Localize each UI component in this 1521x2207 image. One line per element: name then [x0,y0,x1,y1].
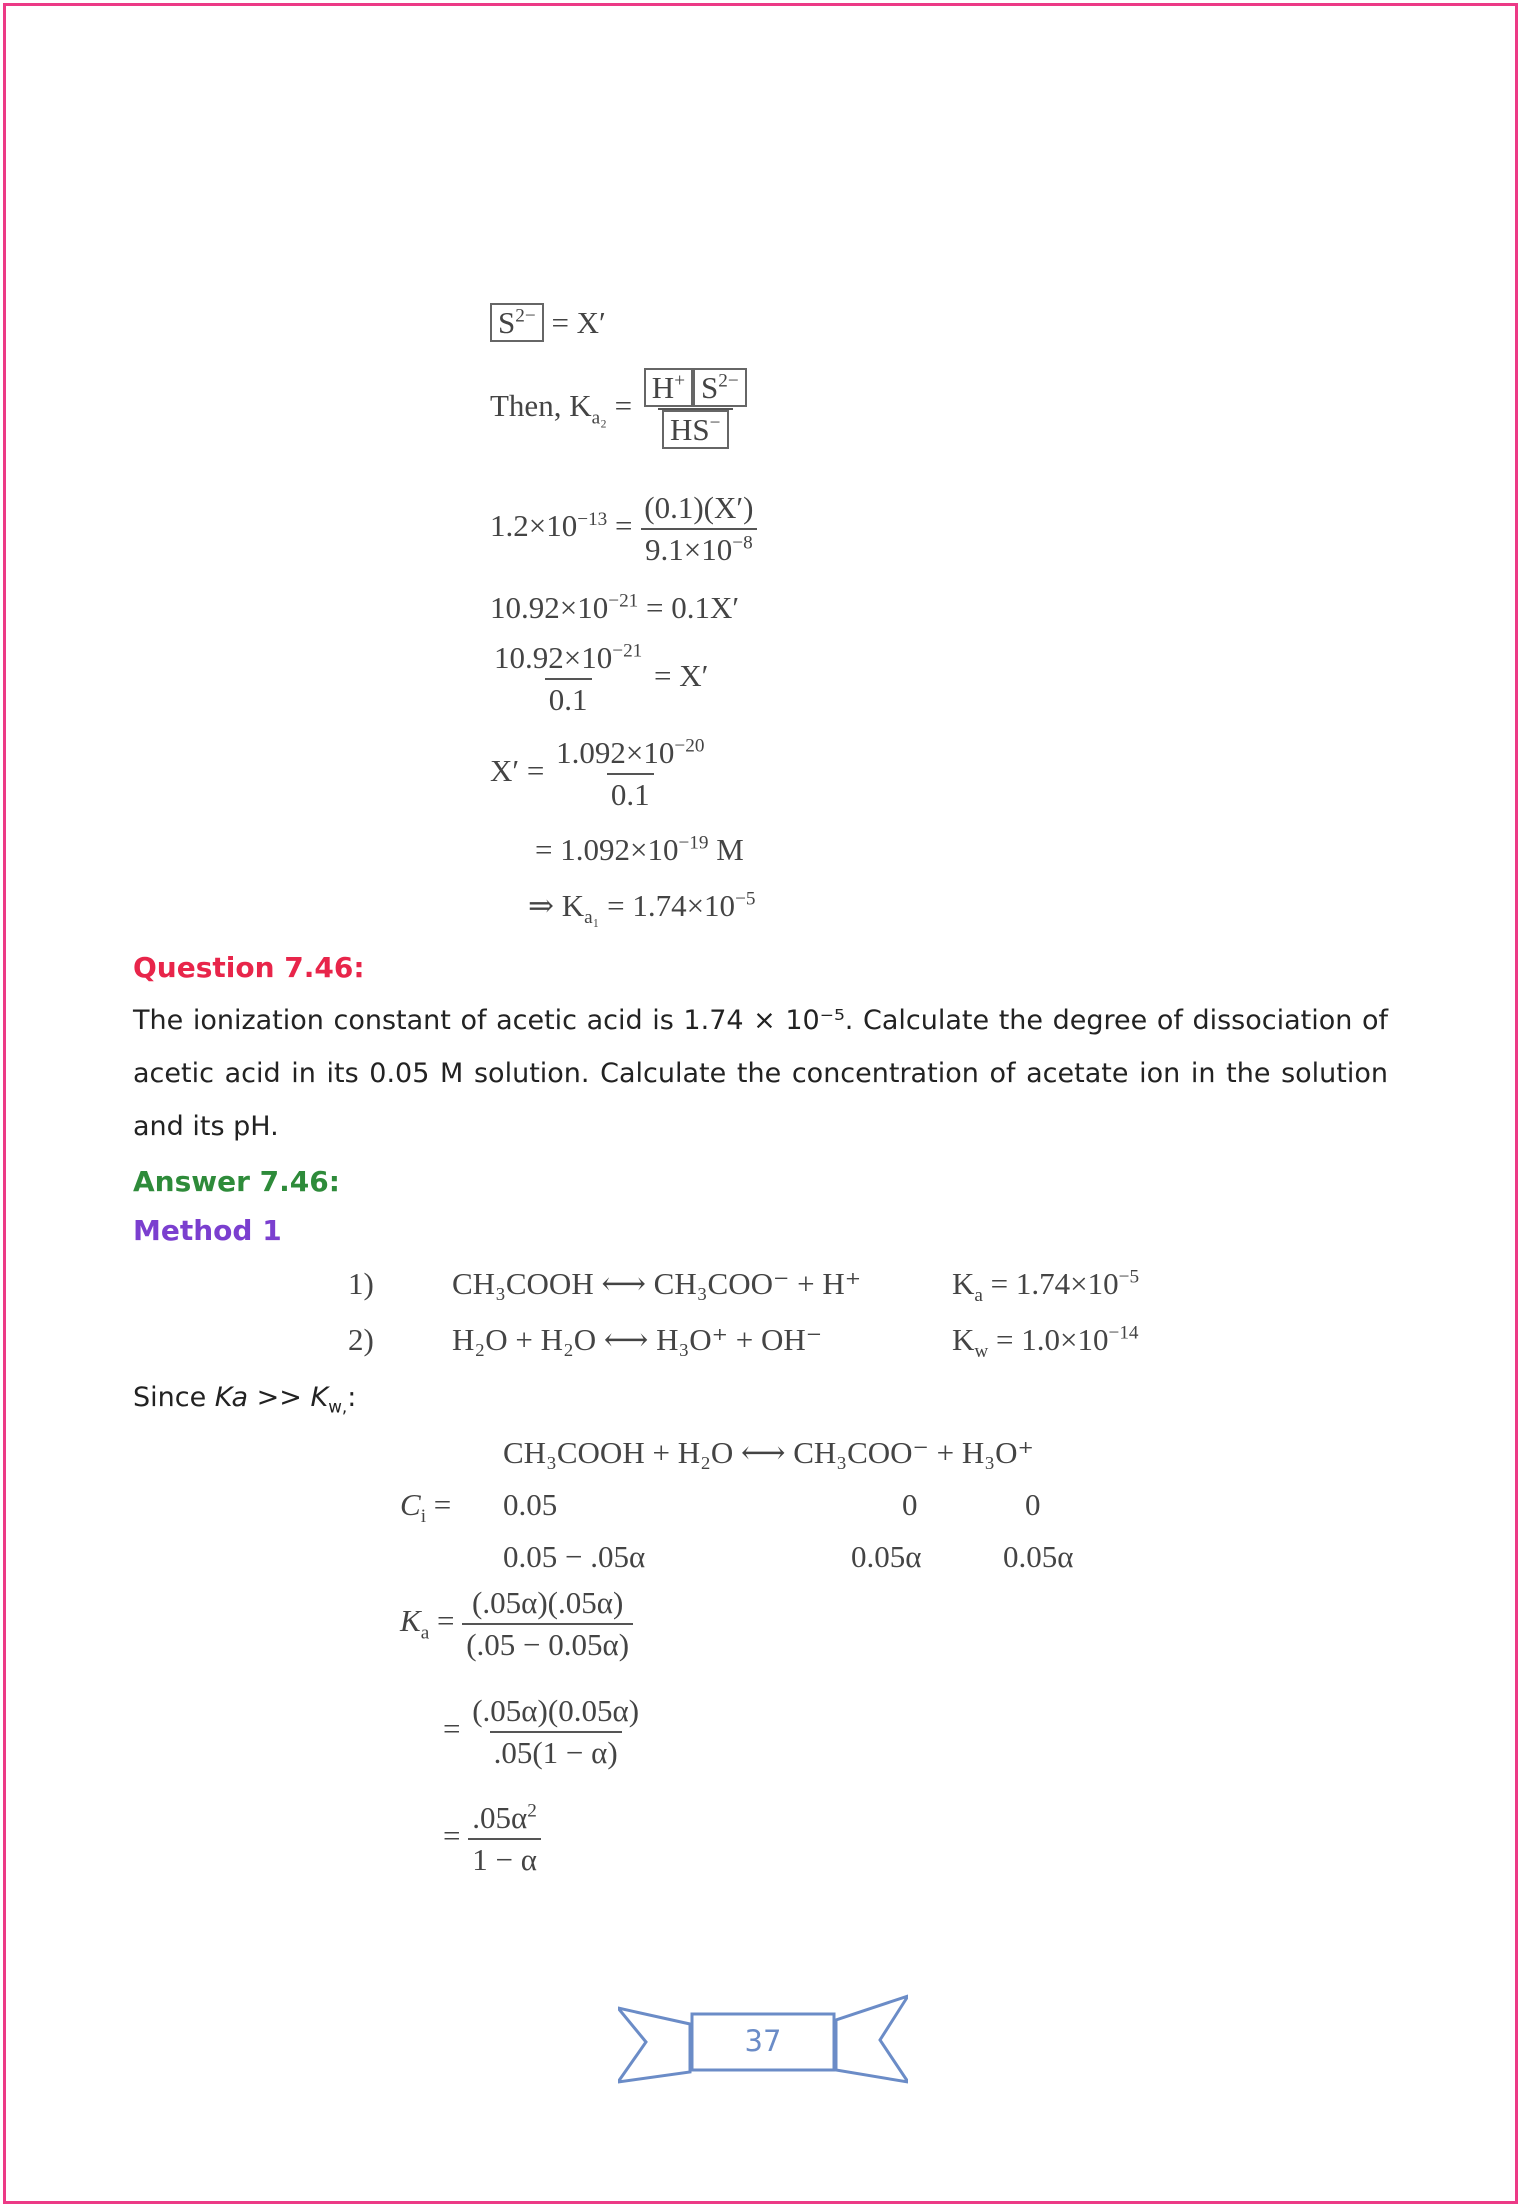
answer-heading: Answer 7.46: [133,1165,340,1198]
page-number: 37 [744,2023,782,2058]
ka-step-1: $K_a$ = $\frac{(.05\alpha)(.05\alpha)}{(.05 - 0.05\alpha)}$ [400,1585,633,1663]
eq-s2-conc: $S^{2-} = X'$ [490,305,606,341]
question-text: The ionization constant of acetic acid is 1.74 × 10⁻⁵. Calculate the degree of dissociation of acetic acid in its 0.05 M solution. Calculate the concentration of acetate ion in the solution and its pH. [133,1005,1388,1142]
reaction-1-number: 1) [348,1266,374,1301]
ice-reaction: CH₃COOH + H₂O ⟷ CH₃COO⁻ + H₃O⁺ [503,1435,1034,1470]
ice-row1-hydronium: 0 [1025,1487,1041,1522]
reaction-2-equation: H₂O + H₂O ⟷ H₃O⁺ + OH⁻ [452,1322,823,1357]
ice-row2-hydronium: 0.05α [1003,1539,1074,1574]
ka-step-2: = $\frac{(.05\alpha)(0.05\alpha)}{.05(1 - \alpha)}$ [443,1693,640,1770]
reaction-2-constant: $K_w = 1.0\times 10^{-14}$ [952,1322,1139,1363]
eq-divide: $\frac{10.92\times 10^{-21}}{0.1}$ = X′ [494,640,709,717]
since-line: Since $Ka >> K_{w,}$: [133,1382,357,1417]
ice-row2-acid: 0.05 − .05α [503,1539,646,1574]
eq-x-prime: X′ = $\frac{1.092\times 10^{-20}}{0.1}$ [490,735,705,812]
reaction-1-equation: CH₃COOH ⟷ CH₃COO⁻ + H⁺ [452,1266,862,1301]
method-heading: Method 1 [133,1214,282,1247]
ice-row1-acetate: 0 [902,1487,918,1522]
reaction-1-constant: $K_a = 1.74\times 10^{-5}$ [952,1266,1140,1307]
reaction-2-number: 2) [348,1322,374,1357]
eq-ka1-result: ⇒ $K_{a_1} = 1.74\times 10^{-5}$ [528,888,756,929]
ice-row2-acetate: 0.05α [851,1539,922,1574]
eq-ka2-definition: Then, $K_{a_2}$ = $\frac{H^+ S^{2-}}{HS^-}$ [490,370,751,448]
eq-product: $10.92\times 10^{-21} = 0.1X'$ [490,590,740,625]
ice-ci-label: $C_i$ = [400,1487,452,1528]
eq-ka2-values: $1.2\times 10^{-13}$ = $\frac{(0.1)(X')}{9.1\times 10^{-8}}$ [490,490,757,568]
eq-x-prime-result: = $1.092\times 10^{-19}$ M [535,832,744,867]
question-heading: Question 7.46: [133,951,365,984]
ice-row1-acid: 0.05 [503,1487,558,1522]
ka-step-3: = $\frac{.05\alpha^2}{1 - \alpha}$ [443,1800,541,1878]
